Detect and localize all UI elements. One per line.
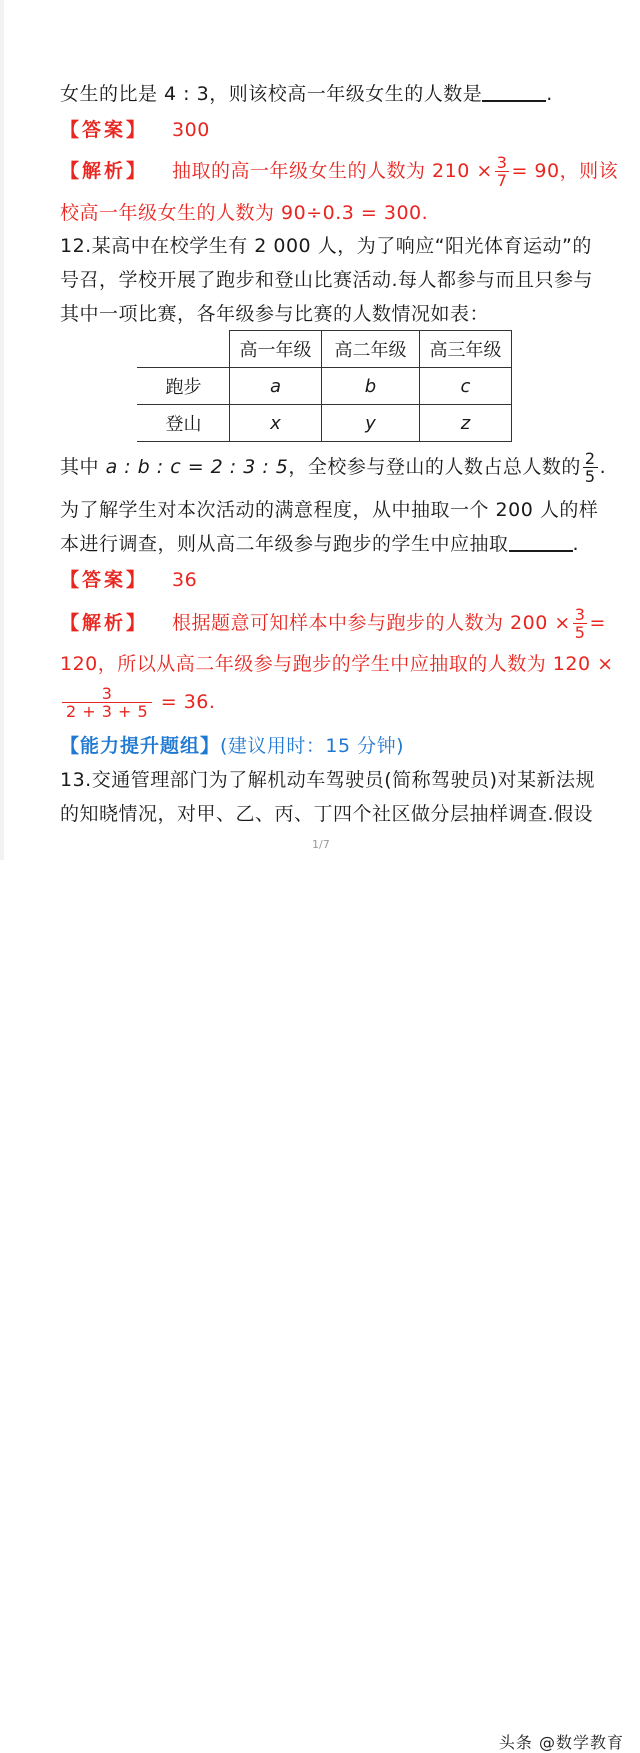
page-edge bbox=[0, 0, 4, 904]
table-row-label: 跑步 bbox=[138, 368, 230, 405]
q11-tail-end: . bbox=[546, 83, 553, 105]
q12-line-4-pre: 其中 bbox=[60, 456, 100, 478]
table-row bbox=[138, 368, 512, 405]
table-header-cell: 高二年级 bbox=[322, 331, 420, 368]
q12-line-1: 12.某高中在校学生有 2 000 人，为了响应“阳光体育运动”的 bbox=[60, 235, 592, 257]
answer-blank bbox=[509, 530, 573, 552]
answer-1 bbox=[60, 116, 210, 144]
analysis-label: 【解析】 bbox=[60, 160, 149, 182]
q11-tail-text: 女生的比是 4 : 3，则该校高一年级女生的人数是 bbox=[60, 83, 483, 105]
analysis-1-post: = 90，则该 bbox=[511, 160, 619, 182]
answer-value: 36 bbox=[172, 569, 198, 591]
analysis-1-line-1 bbox=[60, 154, 618, 189]
answer-2 bbox=[60, 566, 197, 594]
table-cell: y bbox=[322, 405, 420, 442]
participation-table bbox=[137, 330, 512, 442]
table-corner-cell bbox=[138, 331, 230, 368]
fraction: $\frac{3}{5}$ bbox=[574, 605, 586, 642]
page-number: 1/7 bbox=[312, 838, 330, 851]
q13-line-1: 13.交通管理部门为了解机动车驾驶员(简称驾驶员)对某新法规 bbox=[60, 769, 596, 791]
analysis-1-pre: 抽取的高一年级女生的人数为 210 × bbox=[172, 160, 493, 182]
answer-value: 300 bbox=[172, 119, 210, 141]
answer-label: 【答案】 bbox=[60, 119, 149, 141]
q12-line-3: 其中一项比赛，各年级参与比赛的人数情况如表： bbox=[60, 303, 490, 325]
analysis-2-line-2: 120，所以从高二年级参与跑步的学生中应抽取的人数为 120 × bbox=[60, 653, 614, 675]
answer-blank bbox=[482, 80, 546, 102]
analysis-2-line-1 bbox=[60, 606, 606, 641]
watermark: 头条 @数学教育 bbox=[498, 1733, 624, 1752]
q13-line-2: 的知晓情况，对甲、乙、丙、丁四个社区做分层抽样调查.假设 bbox=[60, 803, 594, 825]
analysis-1-line-2: 校高一年级女生的人数为 90÷0.3 = 300. bbox=[60, 202, 429, 224]
q12-line-4-end: . bbox=[599, 456, 607, 478]
table-row bbox=[138, 405, 512, 442]
footer-bar bbox=[0, 860, 640, 1752]
analysis-2-post: = bbox=[589, 612, 606, 634]
ratio-expression: a : b : c = 2 : 3 : 5 bbox=[105, 456, 289, 478]
table-cell: b bbox=[322, 368, 420, 405]
section-label: 【能力提升题组】 bbox=[60, 735, 221, 757]
table-cell: x bbox=[230, 405, 322, 442]
section-heading bbox=[60, 732, 404, 760]
q12-line-4 bbox=[60, 450, 606, 485]
q12-line-6 bbox=[60, 530, 579, 558]
answer-label: 【答案】 bbox=[60, 569, 149, 591]
analysis-2-pre: 根据题意可知样本中参与跑步的人数为 200 × bbox=[172, 612, 571, 634]
table-cell: a bbox=[230, 368, 322, 405]
q12-line-4-post: ，全校参与登山的人数占总人数的 bbox=[288, 456, 581, 478]
section-note: (建议用时：15 分钟) bbox=[220, 735, 405, 757]
q12-line-6-end: . bbox=[572, 533, 580, 555]
analysis-2-result: = 36. bbox=[160, 691, 216, 713]
fraction: $\frac{2}{5}$ bbox=[584, 449, 596, 486]
fraction: $\frac{3}{2 + 3 + 5}$ bbox=[62, 685, 152, 720]
q12-line-2: 号召，学校开展了跑步和登山比赛活动.每人都参与而且只参与 bbox=[60, 269, 594, 291]
table-header-cell: 高三年级 bbox=[420, 331, 512, 368]
analysis-label: 【解析】 bbox=[60, 612, 149, 634]
q12-line-5: 为了解学生对本次活动的满意程度，从中抽取一个 200 人的样 bbox=[60, 499, 599, 521]
q12-line-6-text: 本进行调查，则从高二年级参与跑步的学生中应抽取 bbox=[60, 533, 509, 555]
analysis-2-line-3 bbox=[60, 685, 215, 720]
table-cell: c bbox=[420, 368, 512, 405]
table-header-row bbox=[138, 331, 512, 368]
fraction: $\frac{3}{7}$ bbox=[496, 153, 508, 190]
table-header-cell: 高一年级 bbox=[230, 331, 322, 368]
q11-tail-line bbox=[60, 80, 553, 108]
table-cell: z bbox=[420, 405, 512, 442]
table-row-label: 登山 bbox=[138, 405, 230, 442]
